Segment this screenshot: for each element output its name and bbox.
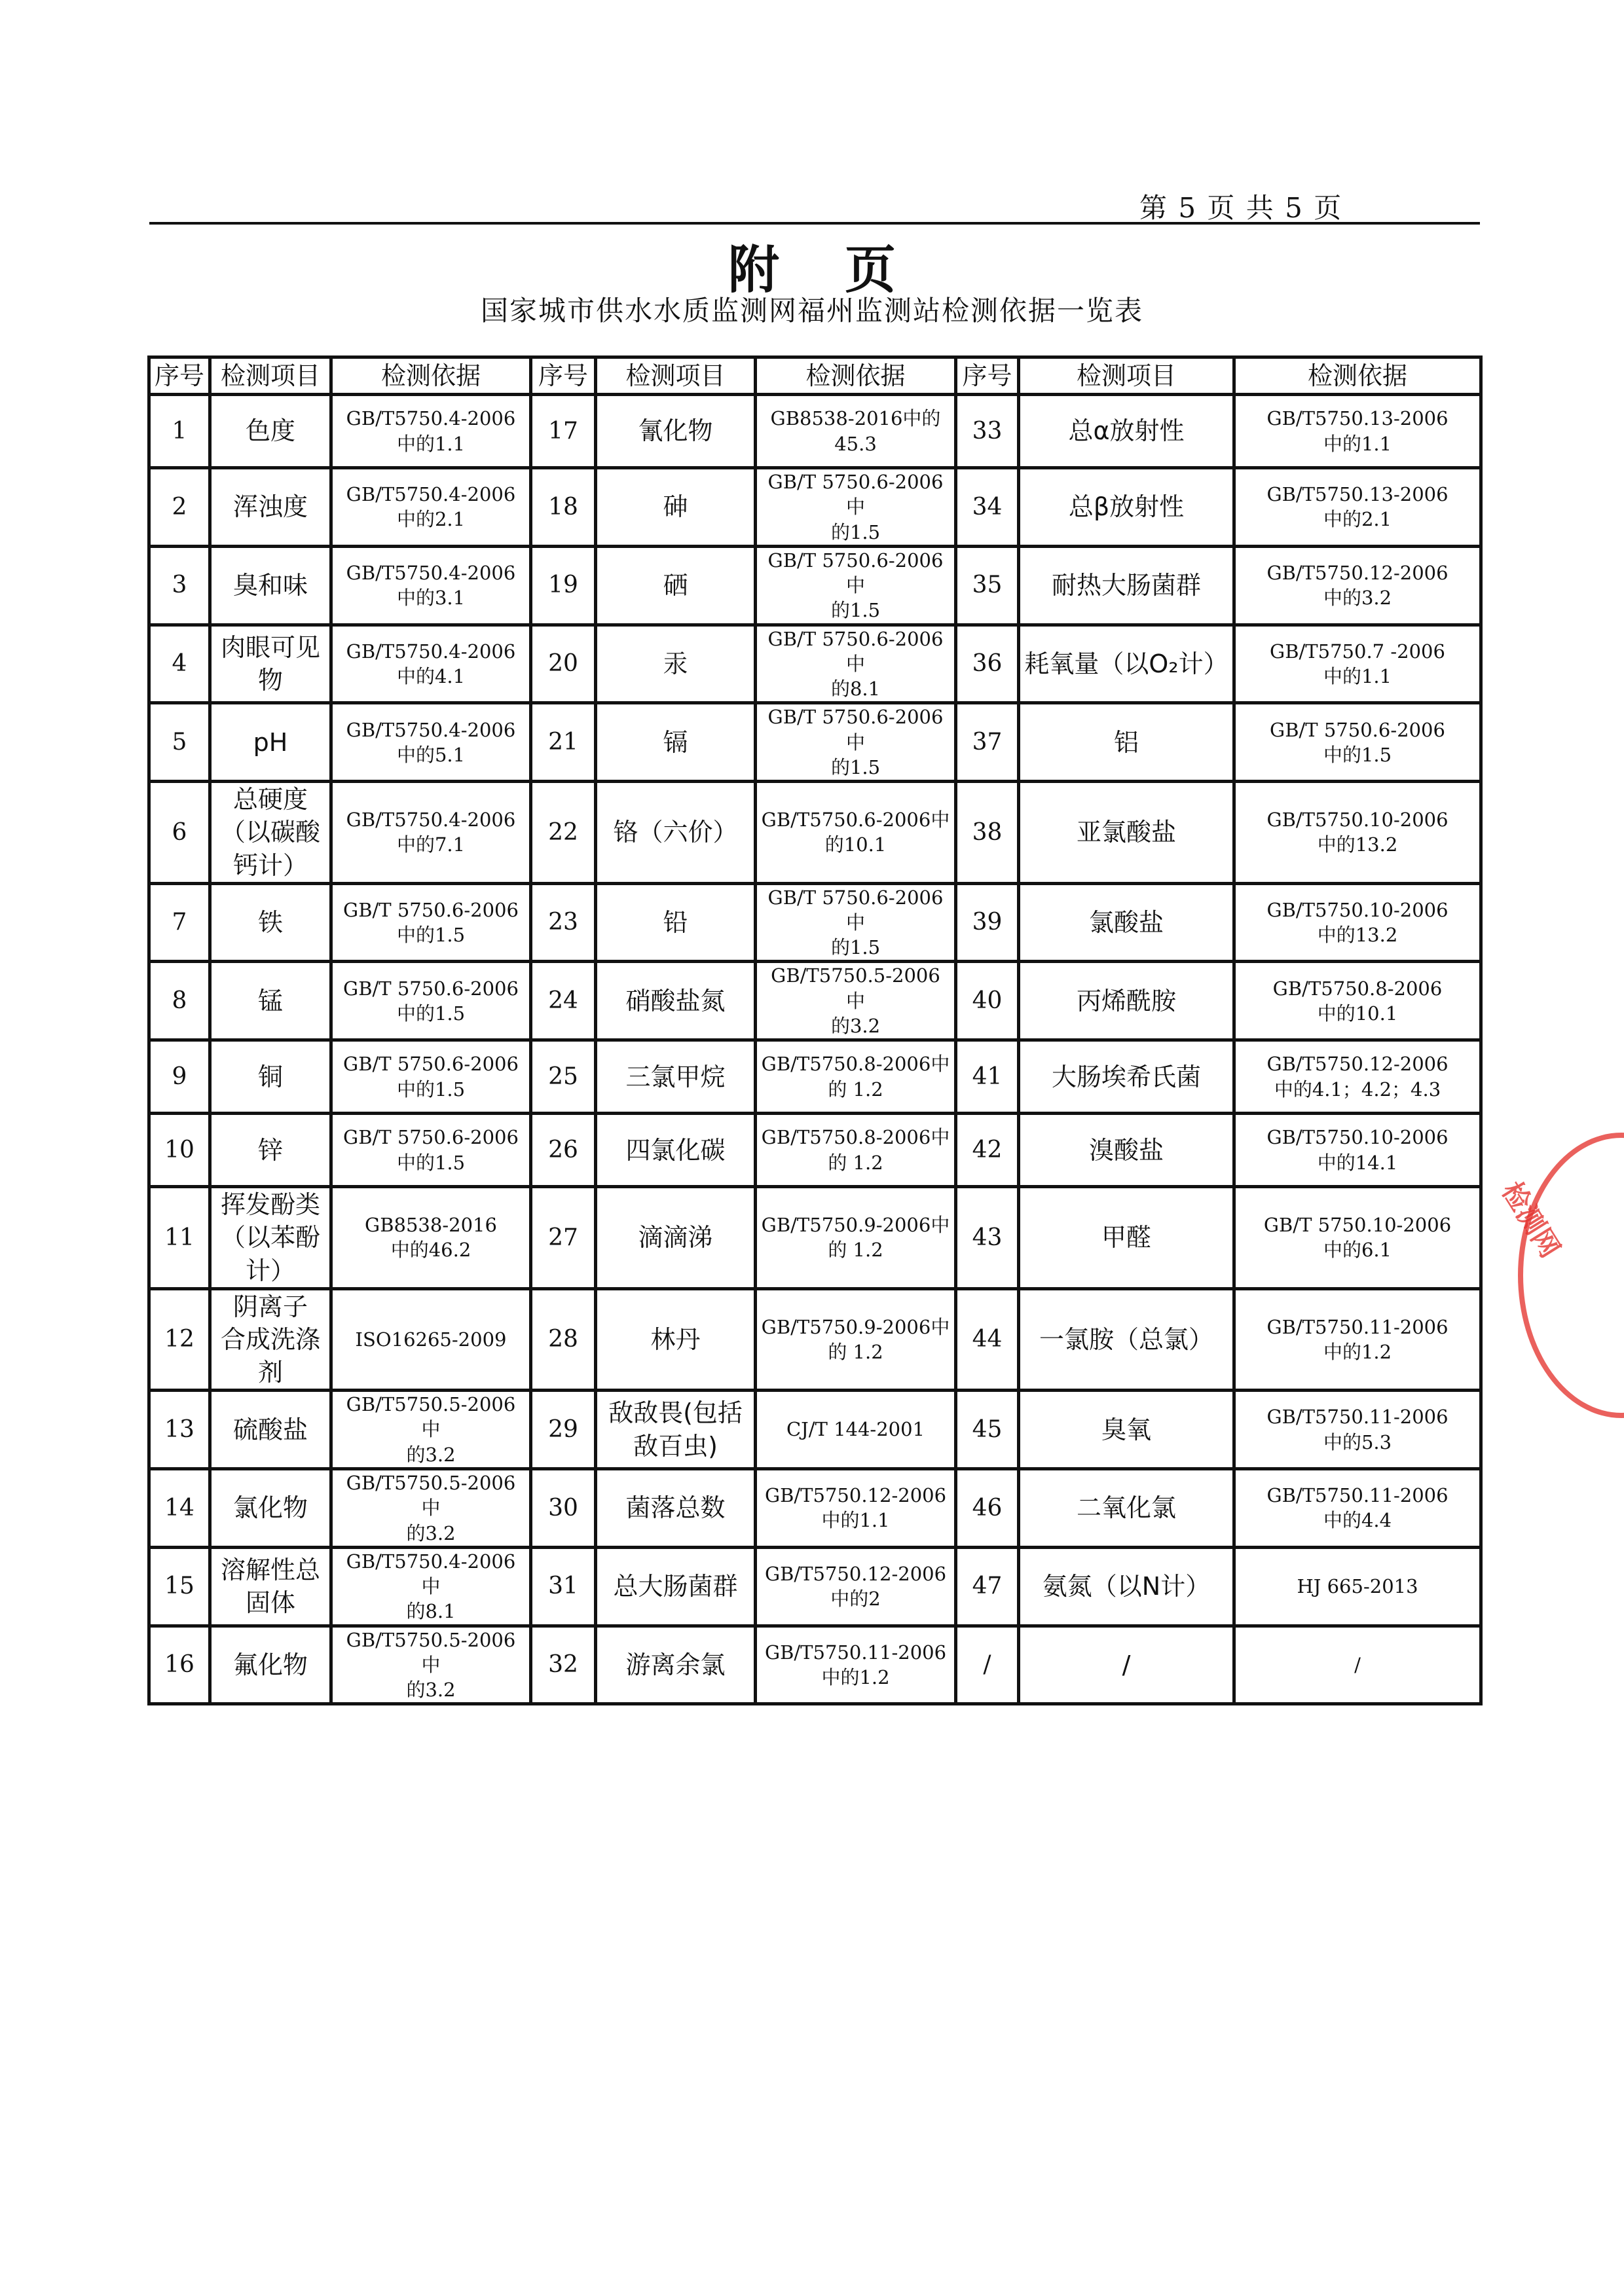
test-basis-cell: GB/T5750.9-2006中 的 1.2 — [756, 1288, 956, 1390]
serial-number-cell: 21 — [531, 703, 596, 782]
table-row — [149, 1114, 1481, 1187]
table-header-row — [149, 357, 1481, 395]
test-basis-cell: GB/T5750.6-2006中 的10.1 — [756, 782, 956, 883]
test-item-cell: 硒 — [596, 546, 756, 625]
test-item-cell: 三氯甲烷 — [596, 1040, 756, 1114]
test-item-cell: / — [1019, 1626, 1234, 1704]
test-basis-cell: GB/T5750.8-2006中 的 1.2 — [756, 1040, 956, 1114]
test-item-cell: 铁 — [210, 883, 331, 962]
serial-number-cell: 38 — [956, 782, 1019, 883]
column-header: 检测依据 — [331, 357, 531, 395]
test-basis-cell: GB/T 5750.6-2006中 的1.5 — [756, 883, 956, 962]
test-item-cell: 氯酸盐 — [1019, 883, 1234, 962]
serial-number-cell: 40 — [956, 962, 1019, 1040]
serial-number-cell: 14 — [149, 1468, 210, 1547]
test-basis-cell: GB/T 5750.6-2006中 的8.1 — [756, 625, 956, 703]
test-item-cell: 臭和味 — [210, 546, 331, 625]
serial-number-cell: 42 — [956, 1114, 1019, 1187]
serial-number-cell: 13 — [149, 1391, 210, 1469]
serial-number-cell: 11 — [149, 1187, 210, 1288]
serial-number-cell: 7 — [149, 883, 210, 962]
serial-number-cell: 33 — [956, 395, 1019, 468]
table-row — [149, 395, 1481, 468]
column-header: 检测项目 — [210, 357, 331, 395]
column-header: 检测依据 — [1234, 357, 1481, 395]
test-item-cell: 色度 — [210, 395, 331, 468]
stamp-lettering: 检测网 — [1495, 1176, 1567, 1264]
serial-number-cell: 24 — [531, 962, 596, 1040]
serial-number-cell: 43 — [956, 1187, 1019, 1288]
serial-number-cell: 1 — [149, 395, 210, 468]
table-row — [149, 1288, 1481, 1390]
test-basis-cell: CJ/T 144-2001 — [756, 1391, 956, 1469]
serial-number-cell: 30 — [531, 1468, 596, 1547]
test-basis-cell: GB/T5750.9-2006中 的 1.2 — [756, 1187, 956, 1288]
test-item-cell: 砷 — [596, 468, 756, 547]
test-item-cell: 溶解性总固体 — [210, 1547, 331, 1626]
test-basis-cell: GB/T5750.12-2006 中的1.1 — [756, 1468, 956, 1547]
test-item-cell: 锌 — [210, 1114, 331, 1187]
test-basis-cell: GB8538-2016中的 45.3 — [756, 395, 956, 468]
test-basis-cell: / — [1234, 1626, 1481, 1704]
test-item-cell: 菌落总数 — [596, 1468, 756, 1547]
page-title: 附页 — [728, 240, 961, 300]
serial-number-cell: 45 — [956, 1391, 1019, 1469]
serial-number-cell: 44 — [956, 1288, 1019, 1390]
column-header: 序号 — [531, 357, 596, 395]
serial-number-cell: 26 — [531, 1114, 596, 1187]
test-item-cell: 甲醛 — [1019, 1187, 1234, 1288]
test-item-cell: 铬（六价） — [596, 782, 756, 883]
test-item-cell: 挥发酚类 （以苯酚计） — [210, 1187, 331, 1288]
test-item-cell: 锰 — [210, 962, 331, 1040]
test-item-cell: 一氯胺（总氯） — [1019, 1288, 1234, 1390]
serial-number-cell: 12 — [149, 1288, 210, 1390]
page-subtitle: 国家城市供水水质监测网福州监测站检测依据一览表 — [480, 295, 1143, 327]
serial-number-cell: 23 — [531, 883, 596, 962]
page-indicator: 第 5 页 共 5 页 — [1139, 192, 1343, 224]
test-basis-cell: GB/T5750.7 -2006 中的1.1 — [1234, 625, 1481, 703]
column-header: 检测项目 — [1019, 357, 1234, 395]
test-item-cell: 总硬度 （以碳酸钙计） — [210, 782, 331, 883]
test-item-cell: 氟化物 — [210, 1626, 331, 1704]
test-item-cell: 耗氧量（以O₂计） — [1019, 625, 1234, 703]
test-item-cell: 氰化物 — [596, 395, 756, 468]
test-item-cell: 总β放射性 — [1019, 468, 1234, 547]
test-basis-cell: GB/T5750.11-2006 中的1.2 — [1234, 1288, 1481, 1390]
table-row — [149, 1187, 1481, 1288]
serial-number-cell: 17 — [531, 395, 596, 468]
serial-number-cell: 19 — [531, 546, 596, 625]
table-row — [149, 1468, 1481, 1547]
test-basis-cell: GB/T5750.11-2006 中的4.4 — [1234, 1468, 1481, 1547]
serial-number-cell: 46 — [956, 1468, 1019, 1547]
test-item-cell: 氯化物 — [210, 1468, 331, 1547]
test-basis-cell: GB/T 5750.6-2006中 的1.5 — [756, 546, 956, 625]
test-item-cell: 铅 — [596, 883, 756, 962]
test-basis-cell: GB/T5750.4-2006 中的4.1 — [331, 625, 531, 703]
serial-number-cell: 20 — [531, 625, 596, 703]
table-row — [149, 962, 1481, 1040]
table-row — [149, 468, 1481, 547]
test-item-cell: 臭氧 — [1019, 1391, 1234, 1469]
test-basis-cell: HJ 665-2013 — [1234, 1547, 1481, 1626]
test-basis-cell: GB/T5750.8-2006 中的10.1 — [1234, 962, 1481, 1040]
test-item-cell: 大肠埃希氏菌 — [1019, 1040, 1234, 1114]
test-basis-cell: ISO16265-2009 — [331, 1288, 531, 1390]
serial-number-cell: 15 — [149, 1547, 210, 1626]
serial-number-cell: 22 — [531, 782, 596, 883]
serial-number-cell: 8 — [149, 962, 210, 1040]
test-item-cell: 汞 — [596, 625, 756, 703]
column-header: 序号 — [149, 357, 210, 395]
serial-number-cell: 2 — [149, 468, 210, 547]
test-basis-cell: GB/T 5750.6-2006 中的1.5 — [331, 962, 531, 1040]
header-rule — [149, 222, 1480, 225]
test-item-cell: 氨氮（以N计） — [1019, 1547, 1234, 1626]
test-item-cell: 林丹 — [596, 1288, 756, 1390]
test-item-cell: pH — [210, 703, 331, 782]
test-basis-cell: GB/T5750.13-2006 中的1.1 — [1234, 395, 1481, 468]
test-basis-cell: GB/T5750.10-2006 中的13.2 — [1234, 883, 1481, 962]
serial-number-cell: 37 — [956, 703, 1019, 782]
test-item-cell: 耐热大肠菌群 — [1019, 546, 1234, 625]
test-basis-cell: GB/T5750.12-2006 中的4.1；4.2；4.3 — [1234, 1040, 1481, 1114]
test-item-cell: 镉 — [596, 703, 756, 782]
table-row — [149, 1391, 1481, 1469]
test-item-cell: 肉眼可见物 — [210, 625, 331, 703]
test-basis-cell: GB/T 5750.6-2006 中的1.5 — [1234, 703, 1481, 782]
test-item-cell: 敌敌畏(包括 敌百虫) — [596, 1391, 756, 1469]
test-basis-cell: GB/T5750.10-2006 中的13.2 — [1234, 782, 1481, 883]
test-basis-cell: GB/T5750.5-2006 中 的3.2 — [331, 1391, 531, 1469]
table-row — [149, 883, 1481, 962]
table-row — [149, 703, 1481, 782]
test-basis-cell: GB/T5750.5-2006 中 的3.2 — [756, 962, 956, 1040]
test-basis-cell: GB/T5750.4-2006 中的2.1 — [331, 468, 531, 547]
test-basis-cell: GB/T 5750.10-2006 中的6.1 — [1234, 1187, 1481, 1288]
serial-number-cell: 29 — [531, 1391, 596, 1469]
test-basis-cell: GB/T5750.4-2006 中的7.1 — [331, 782, 531, 883]
test-basis-cell: GB/T5750.4-2006 中 的8.1 — [331, 1547, 531, 1626]
serial-number-cell: 10 — [149, 1114, 210, 1187]
test-basis-cell: GB/T 5750.6-2006 中的1.5 — [331, 1040, 531, 1114]
test-basis-cell: GB/T5750.10-2006 中的14.1 — [1234, 1114, 1481, 1187]
test-item-cell: 二氧化氯 — [1019, 1468, 1234, 1547]
serial-number-cell: / — [956, 1626, 1019, 1704]
table-row — [149, 546, 1481, 625]
test-item-cell: 阴离子 合成洗涤剂 — [210, 1288, 331, 1390]
table-row — [149, 1040, 1481, 1114]
serial-number-cell: 31 — [531, 1547, 596, 1626]
column-header: 检测依据 — [756, 357, 956, 395]
red-seal-stamp — [1518, 1133, 1624, 1418]
test-basis-cell: GB/T5750.8-2006中 的 1.2 — [756, 1114, 956, 1187]
test-basis-cell: GB/T5750.4-2006 中的3.1 — [331, 546, 531, 625]
serial-number-cell: 39 — [956, 883, 1019, 962]
test-item-cell: 铜 — [210, 1040, 331, 1114]
test-basis-cell: GB/T5750.5-2006 中 的3.2 — [331, 1468, 531, 1547]
table-row — [149, 625, 1481, 703]
serial-number-cell: 27 — [531, 1187, 596, 1288]
test-basis-cell: GB/T 5750.6-2006 中的1.5 — [331, 1114, 531, 1187]
table-row — [149, 782, 1481, 883]
test-basis-cell: GB/T5750.13-2006 中的2.1 — [1234, 468, 1481, 547]
test-item-cell: 四氯化碳 — [596, 1114, 756, 1187]
serial-number-cell: 6 — [149, 782, 210, 883]
test-item-cell: 丙烯酰胺 — [1019, 962, 1234, 1040]
serial-number-cell: 41 — [956, 1040, 1019, 1114]
test-basis-cell: GB/T 5750.6-2006中 的1.5 — [756, 703, 956, 782]
table-row — [149, 1626, 1481, 1704]
test-basis-cell: GB/T5750.12-2006 中的2 — [756, 1547, 956, 1626]
test-basis-cell: GB8538-2016 中的46.2 — [331, 1187, 531, 1288]
serial-number-cell: 36 — [956, 625, 1019, 703]
serial-number-cell: 5 — [149, 703, 210, 782]
serial-number-cell: 16 — [149, 1626, 210, 1704]
test-basis-cell: GB/T5750.11-2006 中的5.3 — [1234, 1391, 1481, 1469]
test-item-cell: 浑浊度 — [210, 468, 331, 547]
serial-number-cell: 3 — [149, 546, 210, 625]
test-basis-cell: GB/T5750.5-2006 中 的3.2 — [331, 1626, 531, 1704]
test-basis-table — [147, 355, 1483, 1705]
serial-number-cell: 9 — [149, 1040, 210, 1114]
test-item-cell: 溴酸盐 — [1019, 1114, 1234, 1187]
serial-number-cell: 25 — [531, 1040, 596, 1114]
test-basis-cell: GB/T5750.4-2006 中的1.1 — [331, 395, 531, 468]
test-basis-cell: GB/T5750.11-2006 中的1.2 — [756, 1626, 956, 1704]
serial-number-cell: 28 — [531, 1288, 596, 1390]
test-item-cell: 硝酸盐氮 — [596, 962, 756, 1040]
serial-number-cell: 32 — [531, 1626, 596, 1704]
test-basis-cell: GB/T5750.4-2006 中的5.1 — [331, 703, 531, 782]
serial-number-cell: 35 — [956, 546, 1019, 625]
table-row — [149, 1547, 1481, 1626]
test-item-cell: 总α放射性 — [1019, 395, 1234, 468]
serial-number-cell: 34 — [956, 468, 1019, 547]
test-basis-cell: GB/T5750.12-2006 中的3.2 — [1234, 546, 1481, 625]
serial-number-cell: 18 — [531, 468, 596, 547]
test-basis-cell: GB/T 5750.6-2006 中的1.5 — [331, 883, 531, 962]
column-header: 序号 — [956, 357, 1019, 395]
test-item-cell: 总大肠菌群 — [596, 1547, 756, 1626]
serial-number-cell: 4 — [149, 625, 210, 703]
test-item-cell: 游离余氯 — [596, 1626, 756, 1704]
test-item-cell: 硫酸盐 — [210, 1391, 331, 1469]
test-item-cell: 滴滴涕 — [596, 1187, 756, 1288]
test-basis-cell: GB/T 5750.6-2006中 的1.5 — [756, 468, 956, 547]
column-header: 检测项目 — [596, 357, 756, 395]
test-item-cell: 铝 — [1019, 703, 1234, 782]
serial-number-cell: 47 — [956, 1547, 1019, 1626]
test-item-cell: 亚氯酸盐 — [1019, 782, 1234, 883]
